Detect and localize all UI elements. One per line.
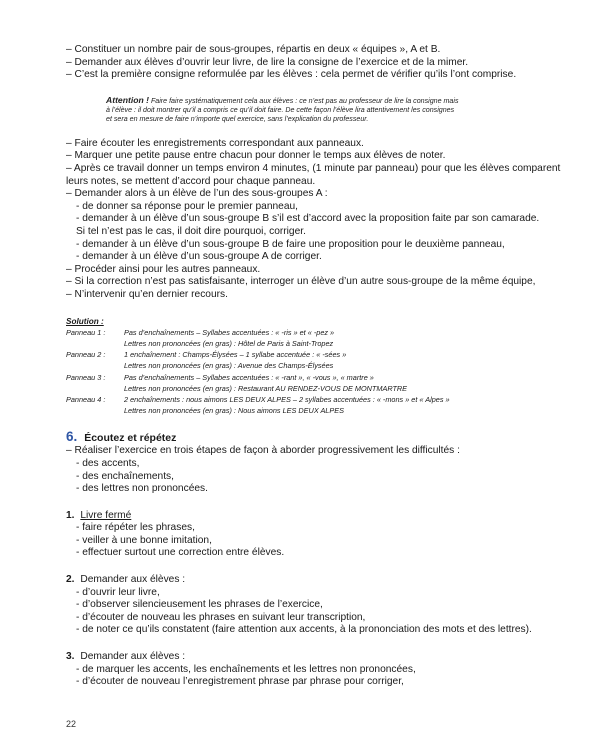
procedure-line: – Marquer une petite pause entre chacun pour donner le temps aux élèves de noter. bbox=[66, 150, 446, 162]
solution-label bbox=[66, 360, 124, 371]
step-item: - faire répéter les phrases, bbox=[76, 522, 195, 534]
solution-label bbox=[66, 338, 124, 349]
procedure-line: - demander à un élève d’un sous-groupe B de faire une proposition pour le deuxième panneau, bbox=[76, 238, 505, 250]
solution-text: Pas d’enchaînements – Syllabes accentuées : « -ris » et « -pez » bbox=[124, 327, 335, 337]
step-item: - d’observer silencieusement les phrases de l’exercice, bbox=[76, 599, 323, 611]
attention-title: Attention ! bbox=[106, 94, 149, 105]
step-heading bbox=[66, 510, 546, 523]
attention-line: Faire faire systématiquement cela aux élèves : ce n’est pas au professeur de lire la consigne mais bbox=[150, 96, 459, 105]
step-number: 1. bbox=[66, 509, 75, 521]
solution-text: Lettres non prononcées (en gras) : Hôtel de Paris à Saint-Tropez bbox=[124, 338, 334, 348]
solution-row bbox=[66, 372, 546, 383]
solution-text: Lettres non prononcées (en gras) : Restaurant AU RENDEZ-VOUS DE MONTMARTRE bbox=[124, 383, 408, 393]
step-item: - veiller à une bonne imitation, bbox=[76, 534, 212, 546]
section-line: – Réaliser l’exercice en trois étapes de façon à aborder progressivement les difficultés : bbox=[66, 445, 460, 457]
solution-label: Panneau 2 : bbox=[66, 350, 106, 360]
step-1 bbox=[66, 510, 546, 560]
procedure-line: – Après ce travail donner un temps environ 4 minutes, (1 minute par panneau) pour que les élèves comparent bbox=[66, 162, 561, 174]
procedure-line: - de donner sa réponse pour le premier panneau, bbox=[76, 200, 299, 212]
attention-line: à l’élève : il doit montrer qu’il a compris ce qu’il doit faire. De cette façon l’élève lira attentivement les consignes bbox=[106, 105, 455, 114]
solution-label: Panneau 1 : bbox=[66, 327, 106, 337]
step-title: Demander aux élèves : bbox=[80, 574, 186, 586]
solution-row bbox=[66, 383, 546, 394]
step-item: - de noter ce qu’ils constatent (faire attention aux accents, à la prononciation des mots et des lettres). bbox=[76, 624, 532, 636]
procedure-line: leurs notes, se mettent d’accord pour chaque panneau. bbox=[66, 175, 316, 187]
solution-text: Pas d’enchaînements – Syllabes accentuées : « -rant », « -vous », « martre » bbox=[124, 372, 374, 382]
step-item: - d’écouter de nouveau l’enregistrement phrase par phrase pour corriger, bbox=[76, 676, 404, 688]
step-item: - d’écouter de nouveau les phrases en suivant leur transcription, bbox=[76, 611, 366, 623]
solution-label bbox=[66, 383, 124, 394]
step-2 bbox=[66, 574, 546, 637]
solution-row bbox=[66, 360, 546, 371]
step-item: - d’ouvrir leur livre, bbox=[76, 586, 160, 598]
intro-block bbox=[66, 44, 546, 82]
solution-label: Panneau 3 : bbox=[66, 372, 106, 382]
intro-line: – C’est la première consigne reformulée par les élèves : cela permet de vérifier qu’ils l’ont comprise. bbox=[66, 69, 517, 81]
step-heading bbox=[66, 574, 546, 587]
procedure-line: - demander à un élève d’un sous-groupe A de corriger. bbox=[76, 251, 322, 263]
attention-line: et sera en mesure de faire n’importe quel exercice, sans l’explication du professeur. bbox=[106, 114, 369, 123]
step-title: Livre fermé bbox=[80, 509, 132, 521]
solution-row bbox=[66, 405, 546, 416]
procedure-line: – Procéder ainsi pour les autres panneaux. bbox=[66, 263, 261, 275]
solution-label: Panneau 4 : bbox=[66, 394, 106, 404]
step-item: - de marquer les accents, les enchaînements et les lettres non prononcées, bbox=[76, 663, 416, 675]
solution-text: Lettres non prononcées (en gras) : Avenue des Champs-Élysées bbox=[124, 361, 334, 371]
solution-label bbox=[66, 405, 124, 416]
section-line: - des accents, bbox=[76, 457, 140, 469]
solution-text: Lettres non prononcées (en gras) : Nous aimons LES DEUX ALPES bbox=[124, 406, 344, 416]
page-number: 22 bbox=[66, 719, 77, 729]
procedure-line: Si tel n’est pas le cas, il doit dire pourquoi, corriger. bbox=[76, 225, 306, 237]
solution-row bbox=[66, 349, 546, 360]
procedure-line: – Demander alors à un élève de l’un des sous-groupes A : bbox=[66, 188, 328, 200]
procedure-line: – Si la correction n’est pas satisfaisante, interroger un élève d’un autre sous-groupe de la même équipe, bbox=[66, 276, 536, 288]
procedure-block bbox=[66, 137, 561, 302]
solution-text: 2 enchaînements : nous aimons LES DEUX ALPES – 2 syllabes accentuées : « -mons » et « Alpes » bbox=[124, 394, 450, 404]
section-6 bbox=[66, 430, 546, 495]
solution-row bbox=[66, 338, 546, 349]
intro-line: – Constituer un nombre pair de sous-groupes, répartis en deux « équipes », A et B. bbox=[66, 44, 441, 55]
solution-title: Solution : bbox=[66, 316, 104, 326]
solution-row bbox=[66, 327, 546, 338]
step-title: Demander aux élèves : bbox=[80, 651, 186, 663]
procedure-line: – Faire écouter les enregistrements correspondant aux panneaux. bbox=[66, 137, 364, 149]
solution-row bbox=[66, 394, 546, 405]
step-number: 3. bbox=[66, 651, 75, 663]
procedure-line: - demander à un élève d’un sous-groupe B s’il est d’accord avec la proposition faite par son camarade. bbox=[76, 213, 540, 225]
section-heading bbox=[66, 430, 546, 445]
section-title: Écoutez et répétez bbox=[84, 432, 177, 445]
intro-line: – Demander aux élèves d’ouvrir leur livre, de lire la consigne de l’exercice et de la mimer. bbox=[66, 56, 469, 68]
solution-block bbox=[66, 316, 546, 417]
section-line: - des enchaînements, bbox=[76, 470, 174, 482]
solution-text: 1 enchaînement : Champs-Élysées – 1 syllabe accentuée : « -sées » bbox=[124, 350, 347, 360]
attention-note bbox=[106, 96, 526, 124]
step-item: - effectuer surtout une correction entre élèves. bbox=[76, 547, 285, 559]
step-3 bbox=[66, 651, 546, 689]
section-number: 6. bbox=[66, 429, 78, 445]
step-heading bbox=[66, 651, 546, 664]
step-number: 2. bbox=[66, 574, 75, 586]
page-content bbox=[66, 44, 561, 689]
procedure-line: – N’intervenir qu’en dernier recours. bbox=[66, 288, 228, 300]
section-line: - des lettres non prononcées. bbox=[76, 483, 208, 495]
